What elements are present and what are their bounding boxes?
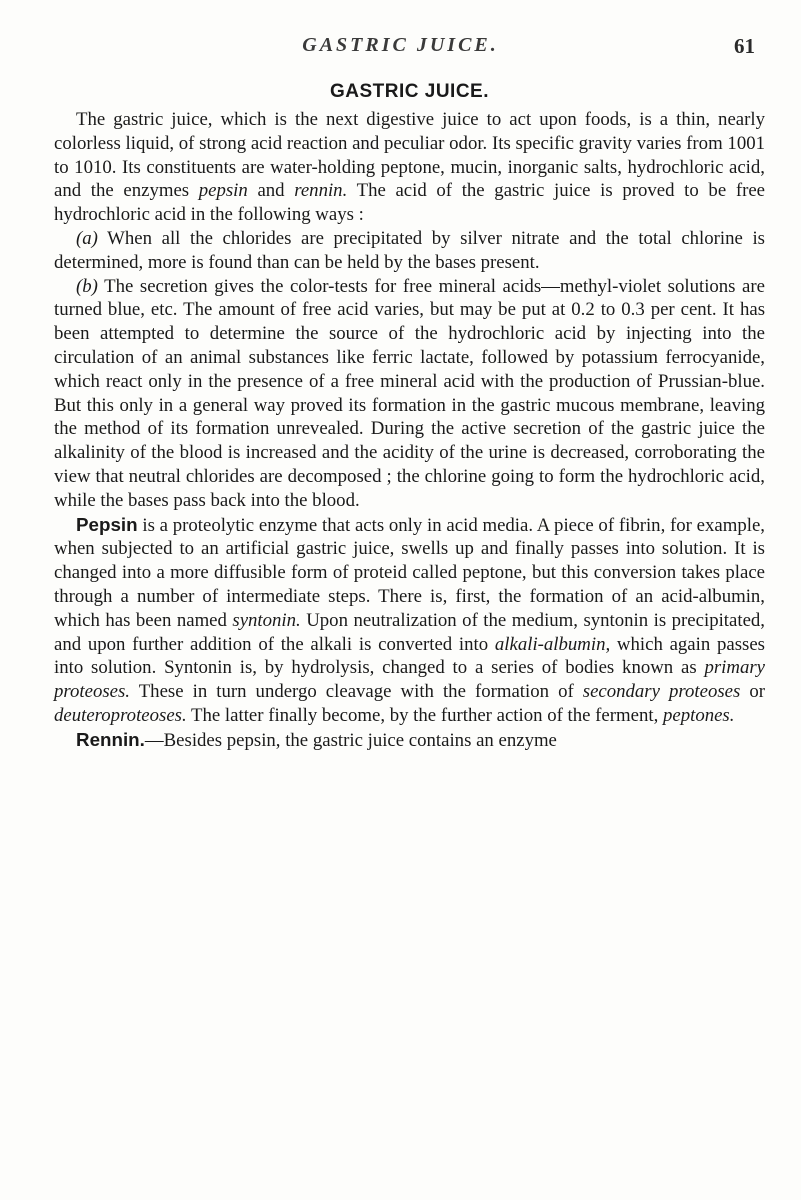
pepsin-heading: Pepsin — [76, 513, 138, 535]
pepsin-text-5: or — [740, 681, 765, 703]
intro-text-2: The acid of the gastric juice is proved to be free hydrochloric acid in the following ways : — [54, 180, 765, 226]
intro-text-1: The gastric juice, which is the next digestive juice to act upon foods, is a thin, nearly colorless liquid, of strong acid reaction and peculiar odor. Its specific gravity varies from 1001 to 1010. Its constituents are water-holding peptone, mucin, inorganic salts, hydrochloric acid, and the enzymes — [54, 109, 765, 202]
pepsin-text-1: is a proteolytic enzyme that acts only in acid media. A piece of fibrin, for example, when subjected to an artificial gastric juice, swells up and finally passes into solution. It is changed into a more diffusible form of proteid called peptone, but this conversion takes place through a number of intermediate steps. There is, first, the formation of an acid-albumin, which has been named — [54, 514, 765, 631]
pepsin-text-3: which again passes into solution. Syntonin is, by hydrolysis, changed to a series of bodies known as — [54, 633, 765, 679]
section-heading: GASTRIC JUICE. — [329, 81, 490, 102]
body-text — [54, 81, 765, 753]
paragraph-item-b — [54, 275, 765, 513]
item-a-text: When all the chlorides are precipitated by silver nitrate and the total chlorine is determined, more is found than can be held by the bases present. — [54, 227, 765, 273]
item-b-text: The secretion gives the color-tests for free mineral acids—methyl-violet solutions are turned blue, etc. The amount of free acid varies, but may be put at 0.2 to 0.3 per cent. It has been attempted to determine the source of the hydrochloric acid by injecting into the circulation of an animal substances like ferric lactate, followed by potassium ferrocyanide, which react only in the presence of a free mineral acid with the production of Prussian-blue. But this only in a general way proved its formation in the gastric mucous membrane, leaving the method of its formation unrevealed. During the active secretion of the gastric juice the alkalinity of the blood is increased and the acidity of the urine is decreased, corroborating the view that neutral chlorides are decomposed ; the chlorine going to form the hydrochloric acid, while the bases pass back into the blood. — [54, 275, 765, 511]
term-secondary-proteoses: secondary proteoses — [582, 681, 741, 703]
running-head — [0, 34, 801, 64]
paragraph-item-a — [54, 227, 765, 275]
rennin-heading: Rennin. — [76, 728, 145, 750]
rennin-text: —Besides pepsin, the gastric juice contains an enzyme — [144, 729, 557, 751]
page-number: 61 — [734, 34, 755, 58]
term-rennin: rennin. — [294, 180, 348, 202]
intro-paragraph — [54, 108, 765, 227]
item-b-label: (b) — [76, 275, 98, 297]
term-peptones: peptones. — [662, 704, 735, 726]
paragraph-pepsin — [54, 513, 765, 728]
pepsin-text-2: Upon neutralization of the medium, syntonin is precipitated, and upon further addition of the alkali is converted into — [54, 609, 765, 655]
paragraph-rennin — [54, 728, 765, 753]
term-pepsin: pepsin — [198, 180, 248, 202]
term-syntonin: syntonin. — [232, 609, 301, 631]
term-deuteroproteoses: deuteroproteoses. — [54, 704, 187, 726]
running-title: GASTRIC JUICE. — [302, 34, 499, 56]
item-a-label: (a) — [76, 227, 98, 249]
term-alkali-albumin: alkali-albumin, — [494, 633, 611, 655]
pepsin-text-4: These in turn undergo cleavage with the formation of — [130, 681, 583, 703]
pepsin-text-6: The latter finally become, by the further action of the ferment, — [186, 704, 663, 726]
term-primary-proteoses: primary proteoses. — [54, 657, 765, 703]
intro-text-and: and — [247, 180, 295, 202]
